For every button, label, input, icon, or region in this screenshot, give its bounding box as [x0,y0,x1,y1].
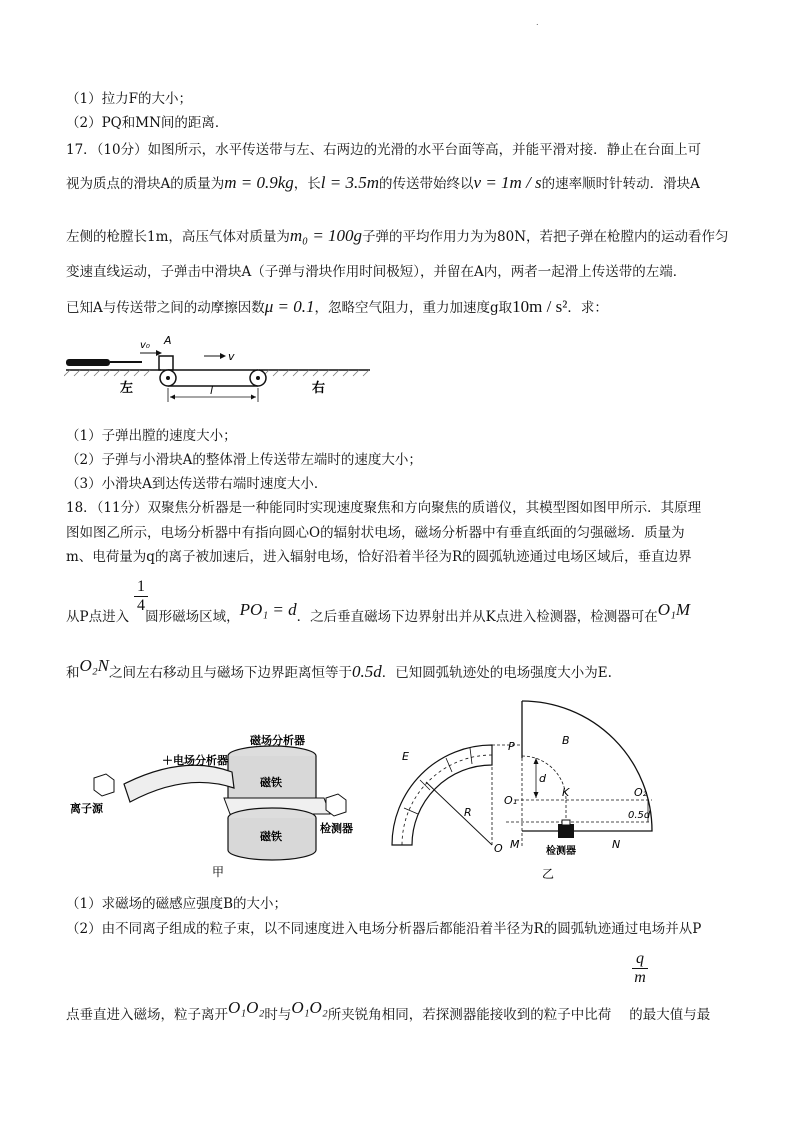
p18-q1: （1）求磁场的磁感应强度B的大小； [66,896,288,912]
p17-line2 [66,174,700,193]
p18-line4a: 从P点进入 [66,609,130,625]
fig-v-label: v [228,350,235,363]
p17-q2: （2）子弹与小滑块A的整体滑上传送带左端时的速度大小； [66,452,422,468]
fig-magnet1-label: 磁铁 [260,776,282,789]
prev-q1: （1）拉力F的大小； [66,91,192,107]
fig-d-label: d [539,772,546,785]
fig-left-label: 左 [120,381,134,396]
p17-line4: 变速直线运动，子弹击中滑块A（子弹与滑块作用时间极短），并留在A内，两者一起滑上传送带的左端． [66,264,687,280]
p17-line5c: ．求： [567,300,608,316]
fig-M-label: M [510,838,520,851]
p18-q-num: q [636,950,644,967]
fig-yi-caption: 乙 [542,867,555,881]
p18-q2b3: 所夹锐角相同，若探测器能接收到的粒子中比荷 [327,1007,612,1023]
p17-length: l = 3.5m [320,173,380,192]
fig-P-label: P [508,740,515,753]
electric-analyzer-arc [124,765,234,802]
p18-line5a: 和 [66,665,80,681]
p18-q2b4: 的最大值与最 [629,1007,711,1023]
header-dot: . [536,18,539,27]
fig-O2-label: O₂ [634,786,648,799]
p17-line2b: ，长 [293,176,321,192]
gun-icon [66,359,110,366]
p17-line5a: 已知A与传送带之间的动摩擦因数 [66,300,265,316]
p17-q3: （3）小滑块A到达传送带右端时速度大小． [66,476,328,492]
p17-speed: v = 1m / s [473,173,542,192]
p18-q2-line1: （2）由不同离子组成的粒子束，以不同速度进入电场分析器后都能沿着半径为R的圆弧轨迹通过电场并从P [66,921,702,937]
fig-O-label: O [494,842,503,855]
p18-line5c: ．已知圆弧轨迹处的电场强度大小为E. [381,665,612,681]
p17-bullet-mass: m₀ = 100g [289,226,363,245]
p17-q1: （1）子弹出膛的速度大小； [66,428,237,444]
figure-jia [64,700,364,885]
fig-N-label: N [612,838,621,851]
p18-m-den: m [632,968,648,987]
p18-line4b: 圆形磁场区域， [145,609,240,625]
p17-line5 [66,298,608,317]
fig-B-label: B [562,734,570,747]
p18-line4c: ．之后垂直磁场下边界射出并从K点进入检测器，检测器可在 [296,609,658,625]
p18-frac-den: 4 [134,596,148,615]
fig-half-d-label: 0.5d [628,810,651,821]
fig-O1-label: O₁ [504,794,518,807]
p17-line3 [66,227,729,246]
p18-frac-num: 1 [137,578,145,595]
p17-line5b: ，忽略空气阻力，重力加速度g取 [314,300,513,316]
p18-line4 [66,600,691,626]
p18-charge-ratio [632,950,648,987]
p17-line2d: 的速率顺时针转动．滑块A [541,176,700,192]
p18-po1: PO₁ = d [239,600,297,619]
detector-box [326,794,346,816]
p17-mu: μ = 0.1 [264,297,315,316]
fig-detector-label: 检测器 [320,822,353,835]
fig-magnet2-label: 磁铁 [260,830,282,843]
fig-electric-analyzer-label: ＋电场分析器 [162,754,228,767]
p18-line2: 图如图乙所示，电场分析器中有指向圆心O的辐射状电场，磁场分析器中有垂直纸面的匀强磁场．质量为 [66,525,685,541]
p18-o1m: O₁M [657,600,691,619]
fig-R-label: R [464,806,472,819]
p17-line1: 17．（10分）如图所示，水平传送带与左、右两边的光滑的水平台面等高，并能平滑对接．静止在台面上可 [66,142,702,158]
p17-line2a: 视为质点的滑块A的质量为 [66,176,225,192]
p18-line3: m、电荷量为q的离子被加速后，进入辐射电场，恰好沿着半径为R的圆弧轨迹通过电场区域后，垂直边界 [66,549,692,565]
p17-g: 10m / s² [512,297,568,316]
fig-v0-label: v₀ [140,340,150,351]
p17-mass: m = 0.9kg [224,173,294,192]
ion-source-box [94,774,114,796]
p18-o1o2-b: O₁O₂ [291,998,328,1017]
figure-yi [386,698,666,883]
conveyor-figure [64,332,374,408]
p18-half-d: 0.5d [352,662,382,681]
p17-line3a: 左侧的枪膛长1m，高压气体对质量为 [66,229,290,245]
p18-o1o2-a: O₁O₂ [228,998,265,1017]
fig-ion-source-label: 离子源 [70,802,103,815]
p18-o2n: O₂N [79,656,110,675]
fig-jia-caption: 甲 [212,865,225,879]
p18-line5b: 之间左右移动且与磁场下边界距离恒等于 [109,665,353,681]
prev-q2: （2）PQ和MN间的距离． [66,115,229,131]
p17-line3b: 子弹的平均作用力为为80N，若把子弹在枪膛内的运动看作匀 [362,229,729,245]
fig-detector-box [558,824,574,838]
fig-E-label: E [402,750,409,763]
p18-line1: 18．（11分）双聚焦分析器是一种能同时实现速度聚焦和方向聚焦的质谱仪，其模型图如图甲所示．其原理 [66,500,702,516]
p18-q2-line2 [66,998,711,1024]
fig-K-label: K [562,786,570,799]
p17-line2c: 的传送带始终以 [379,176,474,192]
fig-A-label: A [164,334,172,347]
p18-q2b2: 时与 [264,1007,292,1023]
fig-yi-detector-label: 检测器 [546,846,576,857]
p18-q2b1: 点垂直进入磁场，粒子离开 [66,1007,228,1023]
block-A [159,356,173,370]
fig-magnetic-analyzer-label: 磁场分析器 [250,734,305,747]
fig-l-label: l [210,384,214,397]
fig-right-label: 右 [312,381,326,396]
p18-line5 [66,656,612,682]
